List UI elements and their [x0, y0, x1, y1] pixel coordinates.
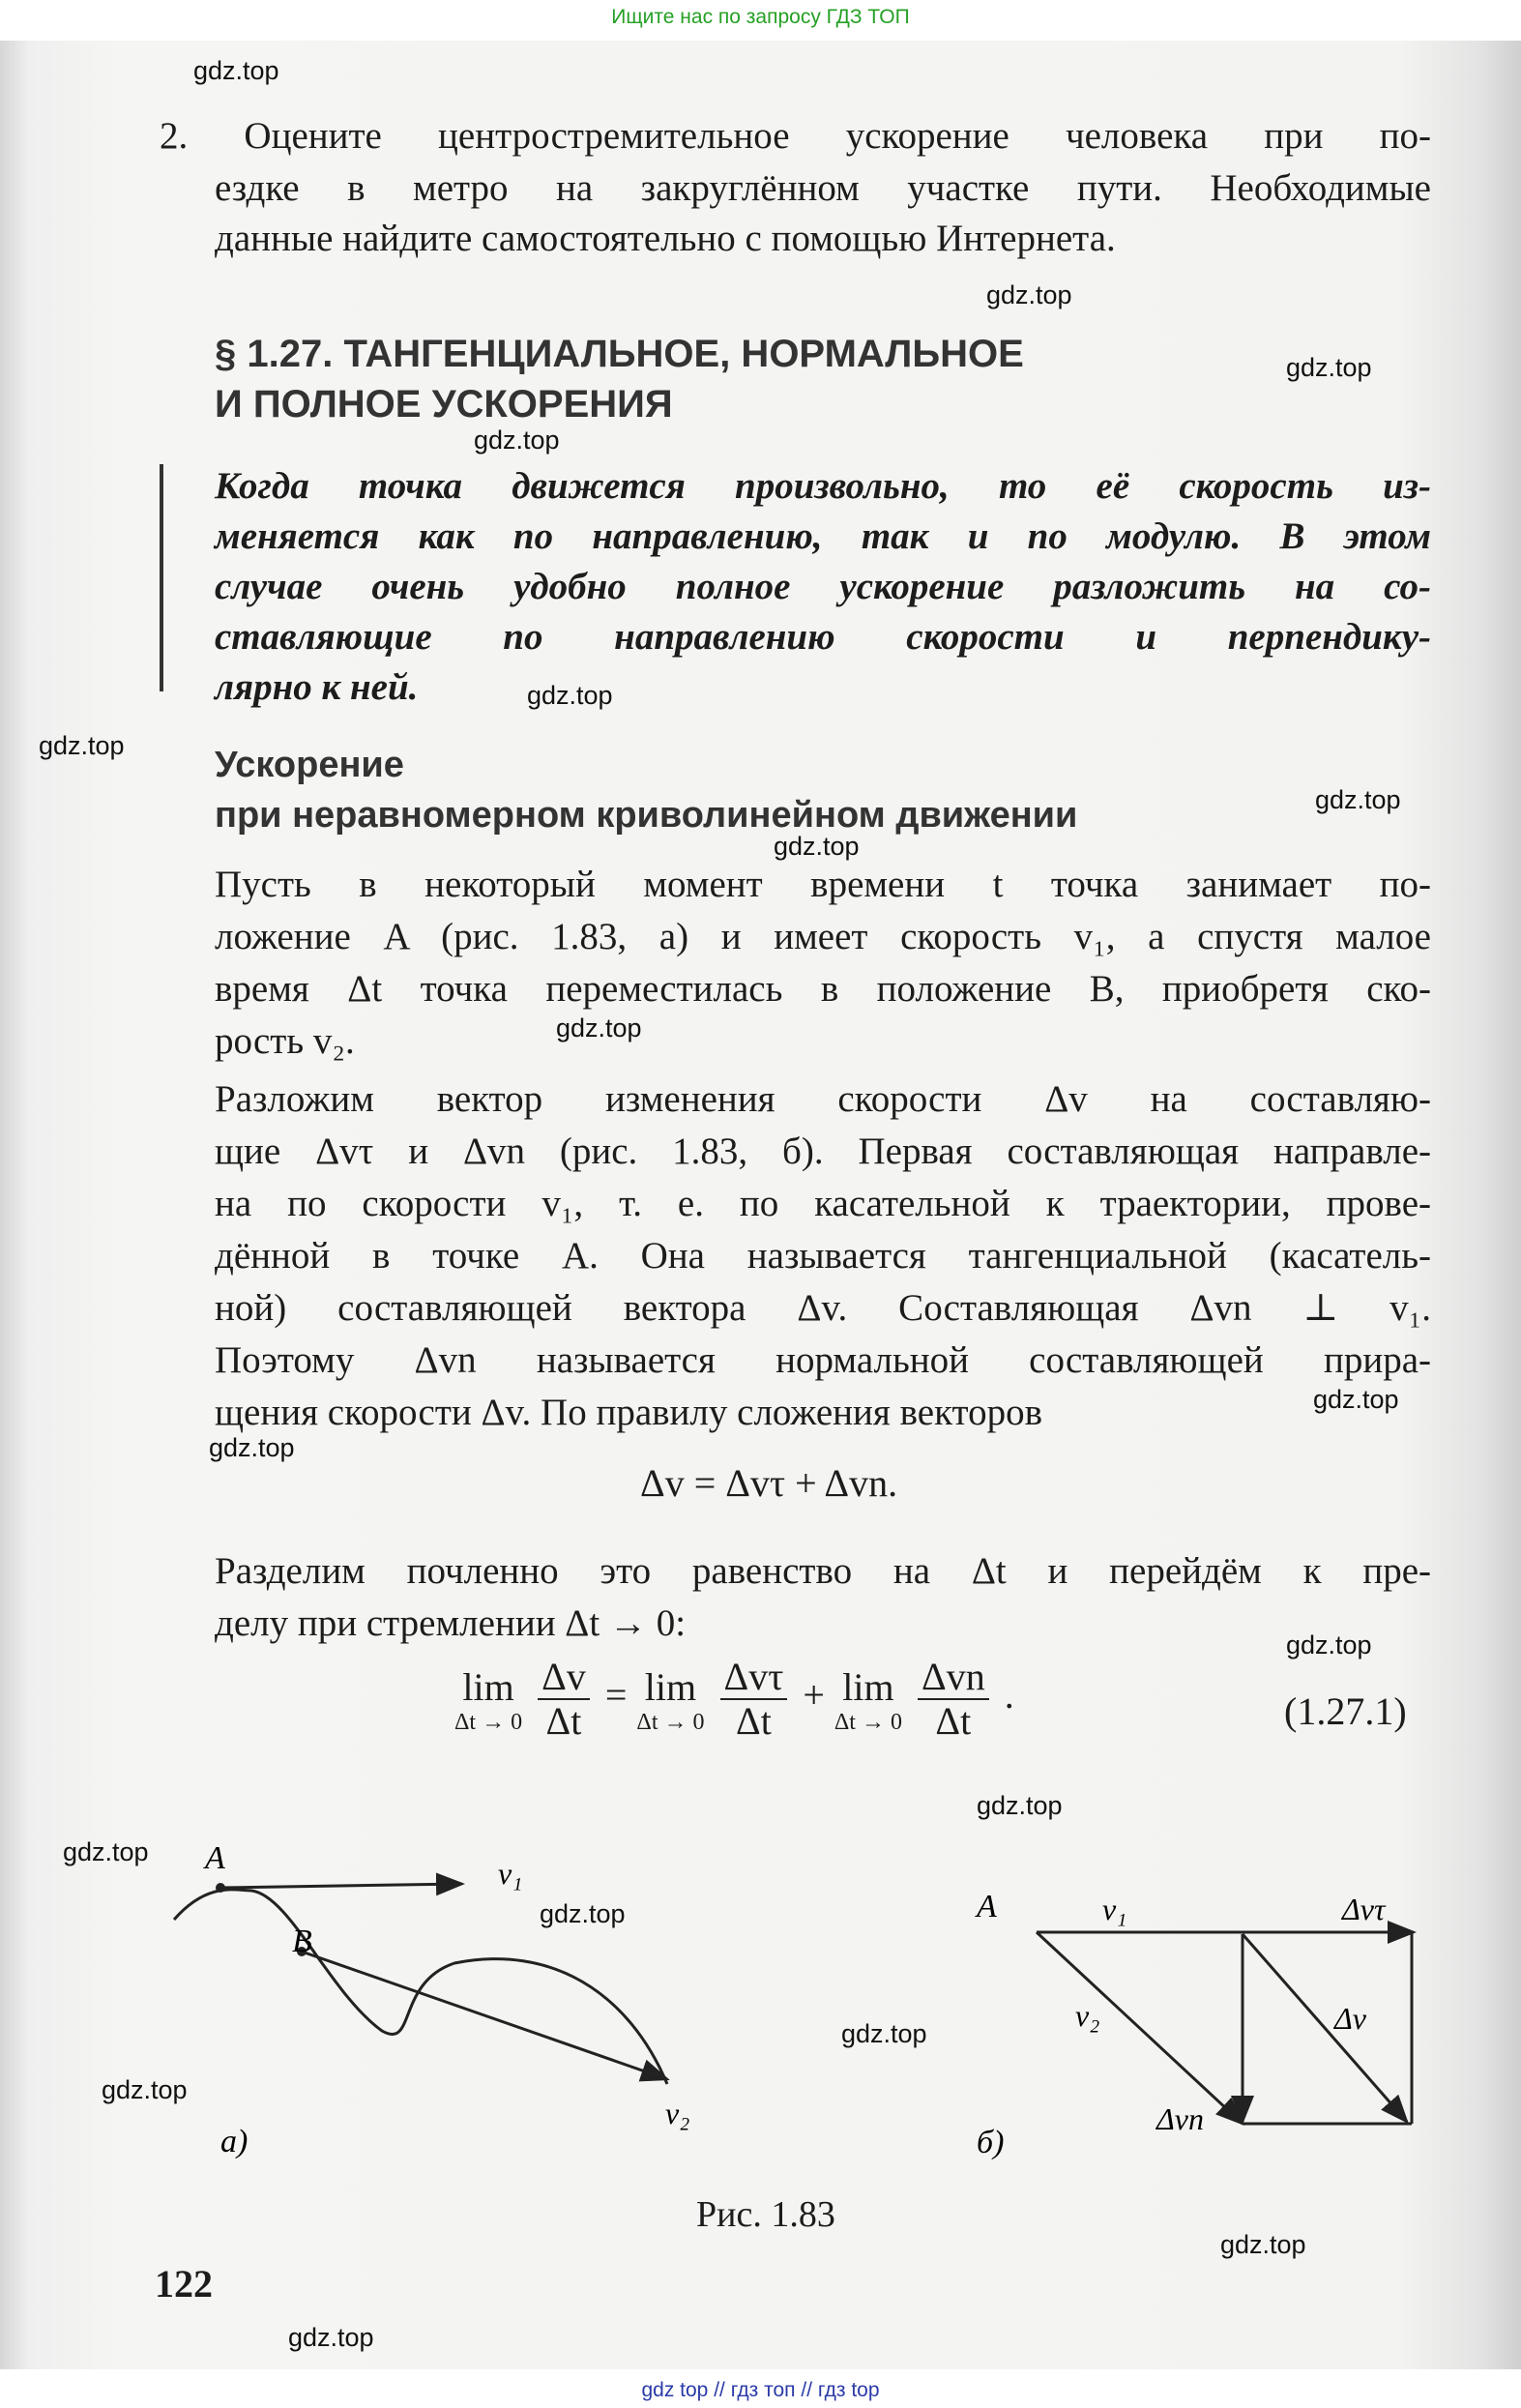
text-line: ставляющие по направлению скорости и перпендику- — [215, 616, 1431, 658]
text-line: меняется как по направлению, так и по модулю. В этом — [215, 515, 1431, 557]
b-dv-arrow — [1243, 1934, 1407, 2122]
equation-limit: lim Δt → 0 $\frac{\Delta v}{\Delta t}$ = lim Δt → 0 $\frac{\text{Δvτ}}{\Delta t}$ + lim Δt → 0 $\frac{\text{Δvn}}{\Delta t}$ . — [454, 1655, 1014, 1743]
watermark: gdz.top — [474, 426, 560, 455]
watermark: gdz.top — [556, 1013, 642, 1042]
text-line: Когда точка движется произвольно, то её скорость из- — [215, 465, 1431, 507]
label-a: A — [205, 1840, 225, 1876]
equation-vector-sum: Δv = Δvτ + Δvn. — [640, 1461, 898, 1505]
plus-sign: + — [803, 1673, 825, 1718]
velocity-v2-arrow — [302, 1952, 667, 2079]
b-label-v2: v₂ — [1075, 1998, 1100, 2033]
watermark: gdz.top — [1286, 1630, 1372, 1659]
watermark: gdz.top — [39, 731, 125, 760]
limit-operator: lim Δt → 0 — [834, 1664, 902, 1735]
fraction: $\frac{\Delta v}{\Delta t}$ — [538, 1656, 590, 1743]
watermark: gdz.top — [527, 681, 613, 710]
tag-b: б) — [977, 2125, 1005, 2160]
velocity-v1-arrow — [220, 1884, 462, 1888]
text-line: лярно к ней. — [215, 666, 419, 708]
watermark: gdz.top — [1286, 353, 1372, 382]
watermark: gdz.top — [63, 1837, 149, 1866]
text-line: делу при стремлении Δt → 0: — [215, 1602, 687, 1644]
tag-a: а) — [220, 2124, 249, 2159]
limit-operator: lim Δt → 0 — [454, 1664, 523, 1735]
figure-caption: Рис. 1.83 — [696, 2194, 835, 2235]
label-v1: v₁ — [498, 1856, 523, 1891]
b-label-dvt: Δvτ — [1342, 1892, 1386, 1926]
watermark: gdz.top — [977, 1791, 1063, 1820]
text-line: на по скорости v₁, т. е. по касательной к траектории, прове- — [215, 1183, 1431, 1224]
b-label-v1: v₁ — [1102, 1892, 1127, 1926]
text-line: ной) составляющей вектора Δv. Составляющая Δvn ⊥ v₁. — [215, 1287, 1431, 1329]
text-line: рость v₂. — [215, 1020, 355, 1062]
text-line: время Δt точка переместилась в положение B, приобретя ско- — [215, 968, 1431, 1010]
b-v2-arrow — [1037, 1932, 1243, 2124]
watermark: gdz.top — [1313, 1385, 1399, 1414]
equals-sign: = — [604, 1673, 628, 1718]
label-v2: v₂ — [665, 2096, 690, 2130]
text-line: ездке в метро на закруглённом участке пути. Необходимые — [215, 167, 1431, 209]
b-label-dv: Δv — [1334, 2001, 1366, 2036]
watermark: gdz.top — [774, 832, 860, 861]
bottom-banner-link[interactable]: gdz top // гдз топ // гдз top — [641, 2379, 880, 2401]
text-line: Пусть в некоторый момент времени t точка занимает по- — [215, 864, 1431, 905]
b-label-a: A — [977, 1889, 997, 1924]
label-b: B — [292, 1923, 312, 1959]
watermark: gdz.top — [288, 2323, 374, 2352]
watermark: gdz.top — [540, 1899, 626, 1928]
watermark: gdz.top — [209, 1433, 295, 1462]
fraction: $\frac{\text{Δvn}}{\Delta t}$ — [918, 1656, 989, 1743]
text-line: Поэтому Δvn называется нормальной составляющей прира- — [215, 1339, 1431, 1381]
watermark: gdz.top — [986, 280, 1072, 309]
limit-operator: lim Δt → 0 — [636, 1664, 705, 1735]
fraction: $\frac{\text{Δvτ}}{\Delta t}$ — [720, 1656, 788, 1743]
text-line: ложение A (рис. 1.83, а) и имеет скорость v₁, а спустя малое — [215, 916, 1431, 957]
page-number: 122 — [155, 2262, 213, 2305]
point-a — [216, 1883, 225, 1893]
text-line: Разложим вектор изменения скорости Δv на составляю- — [215, 1078, 1431, 1120]
section-title: § 1.27. ТАНГЕНЦИАЛЬНОЕ, НОРМАЛЬНОЕ — [215, 333, 1024, 375]
text-line: случае очень удобно полное ускорение разложить на со- — [215, 566, 1431, 607]
watermark: gdz.top — [193, 56, 279, 85]
watermark: gdz.top — [1315, 785, 1401, 814]
watermark: gdz.top — [102, 2075, 188, 2104]
equation-number: (1.27.1) — [1284, 1689, 1407, 1733]
text-line: данные найдите самостоятельно с помощью Интернета. — [215, 218, 1116, 259]
subsection-title: Ускорение — [215, 745, 404, 785]
watermark: gdz.top — [1220, 2230, 1306, 2259]
b-label-dvn: Δvn — [1156, 2101, 1204, 2136]
text-line: Разделим почленно это равенство на Δt и перейдём к пре- — [215, 1550, 1431, 1592]
subsection-title: при неравномерном криволинейном движении — [215, 795, 1078, 836]
text-line: щие Δvτ и Δvn (рис. 1.83, б). Первая составляющая направле- — [215, 1131, 1431, 1172]
text-line: дённой в точке A. Она называется тангенциальной (касатель- — [215, 1235, 1431, 1277]
top-banner-link[interactable]: Ищите нас по запросу ГДЗ ТОП — [611, 6, 910, 28]
text-line: 2. Оцените центростремительное ускорение человека при по- — [160, 115, 1431, 157]
section-title: И ПОЛНОЕ УСКОРЕНИЯ — [215, 383, 673, 426]
watermark: gdz.top — [841, 2019, 927, 2048]
text-line: щения скорости Δv. По правилу сложения векторов — [215, 1392, 1042, 1433]
